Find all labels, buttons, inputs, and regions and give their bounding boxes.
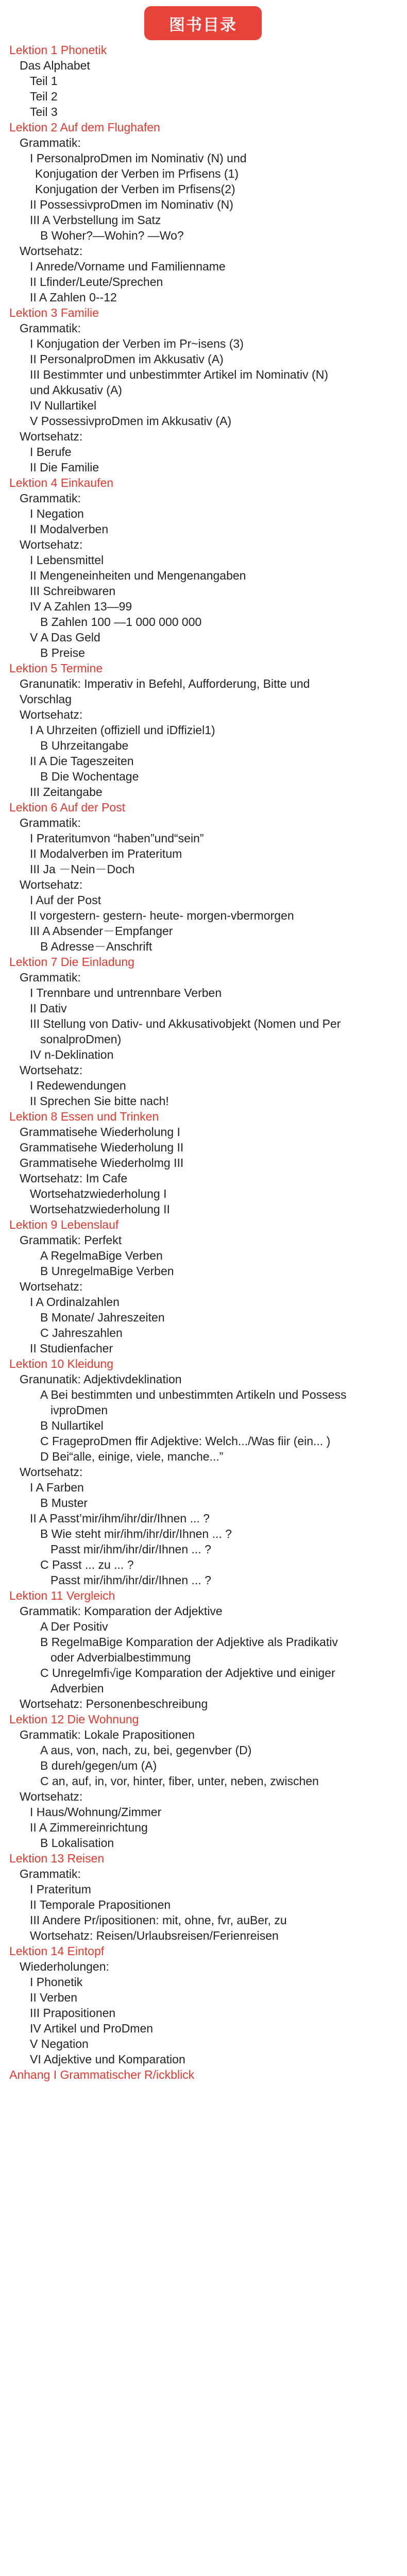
- contents-entry: B Nullartikel: [40, 1419, 104, 1432]
- contents-entry: B Monate/ Jahreszeiten: [40, 1311, 165, 1324]
- contents-entry: B Wie steht mir/ihm/ihr/dir/Ihnen ... ?: [40, 1527, 232, 1540]
- contents-entry: und Akkusativ (A): [30, 383, 122, 397]
- lesson-heading: Lektion 3 Familie: [9, 306, 99, 319]
- contents-entry: C FrageproDmen ffir Adjektive: Welch.../Was fiir (ein... ): [40, 1434, 331, 1448]
- contents-entry: III Ja －Nein－Doch: [30, 862, 135, 876]
- contents-entry: III Schreibwaren: [30, 584, 116, 598]
- contents-entry: Grammatik:: [20, 136, 81, 149]
- contents-entry: Granunatik: Imperativ in Befehl, Aufforderung, Bitte und: [20, 677, 310, 690]
- contents-entry: I PersonalproDmen im Nominativ (N) und: [30, 151, 247, 165]
- contents-entry: II Die Familie: [30, 461, 99, 474]
- contents-entry: sonalproDmen): [40, 1032, 122, 1046]
- contents-entry: II PersonalproDmen im Akkusativ (A): [30, 352, 224, 366]
- contents-entry: VI Adjektive und Komparation: [30, 2053, 185, 2066]
- contents-entry: III A Absender－Empfanger: [30, 924, 173, 938]
- contents-entry: Wortsehatz: Im Cafe: [20, 1172, 128, 1185]
- contents-entry: Konjugation der Verben im Prfisens (1): [35, 167, 239, 180]
- lesson-heading: Lektion 1 Phonetik: [9, 43, 107, 57]
- contents-entry: B Lokalisation: [40, 1836, 114, 1850]
- contents-entry: B Uhrzeitangabe: [40, 739, 129, 752]
- contents-entry: B UnregelmaBige Verben: [40, 1264, 174, 1278]
- contents-entry: I Berufe: [30, 445, 72, 459]
- contents-entry: II Studienfacher: [30, 1342, 113, 1355]
- contents-entry: II Sprechen Sie bitte nach!: [30, 1094, 169, 1108]
- lesson-heading: Anhang I Grammatischer R/ickblick: [9, 2068, 195, 2081]
- contents-entry: I Auf der Post: [30, 893, 101, 907]
- contents-entry: I Prateritum: [30, 1883, 91, 1896]
- contents-entry: Wortsehatz: Personenbeschreibung: [20, 1697, 208, 1710]
- contents-entry: Das Alphabet: [20, 59, 90, 72]
- contents-entry: C Passt ... zu ... ?: [40, 1558, 134, 1571]
- contents-entry: Wortsehatzwiederholung II: [30, 1202, 170, 1216]
- contents-entry: I Lebensmittel: [30, 553, 104, 567]
- contents-entry: Teil 2: [30, 90, 58, 103]
- contents-entry: I Prateritumvon “haben”und“sein”: [30, 832, 204, 845]
- contents-entry: ivproDmen: [50, 1403, 108, 1417]
- contents-entry: Grammatisehe Wiederholmg III: [20, 1156, 184, 1170]
- contents-entry: Teil 1: [30, 74, 58, 88]
- contents-entry: I A Uhrzeiten (offiziell und iDffiziel1): [30, 723, 215, 737]
- contents-entry: III A Verbstellung im Satz: [30, 213, 161, 227]
- contents-entry: Konjugation der Verben im Prfisens(2): [35, 182, 235, 196]
- lesson-heading: Lektion 10 Kleidung: [9, 1357, 114, 1370]
- contents-entry: Grammatik: Perfekt: [20, 1233, 122, 1247]
- contents-entry: Wiederholungen:: [20, 1960, 109, 1973]
- contents-entry: Wortsehatz:: [20, 878, 83, 891]
- contents-entry: I Haus/Wohnung/Zimmer: [30, 1805, 162, 1819]
- contents-entry: II Temporale Prapositionen: [30, 1898, 171, 1911]
- contents-entry: Passt mir/ihm/ihr/dir/Ihnen ... ?: [50, 1543, 211, 1556]
- contents-entry: II A Zahlen 0--12: [30, 291, 117, 304]
- contents-entry: A Bei bestimmten und unbestimmten Artikeln und Possess: [40, 1388, 347, 1401]
- contents-entry: Grammatisehe Wiederholung I: [20, 1125, 180, 1139]
- contents-entry: II Dativ: [30, 1002, 67, 1015]
- contents-entry: Wortsehatz:: [20, 1790, 83, 1803]
- contents-entry: II Lfinder/Leute/Sprechen: [30, 275, 163, 289]
- contents-entry: B Adresse－Anschrift: [40, 940, 152, 953]
- contents-entry: II A Passt’mir/ihm/ihr/dir/Ihnen ... ?: [30, 1512, 210, 1525]
- contents-entry: IV A Zahlen 13—99: [30, 600, 132, 613]
- contents-entry: V A Das Geld: [30, 631, 100, 644]
- contents-entry: Granunatik: Adjektivdeklination: [20, 1372, 182, 1386]
- contents-entry: Wortsehatz:: [20, 538, 83, 551]
- contents-entry: B Muster: [40, 1496, 88, 1510]
- contents-entry: B Die Wochentage: [40, 770, 139, 783]
- contents-entry: IV n-Deklination: [30, 1048, 114, 1061]
- contents-entry: A Der Positiv: [40, 1620, 108, 1633]
- contents-entry: B dureh/gegen/um (A): [40, 1759, 157, 1772]
- contents-entry: I A Farben: [30, 1481, 84, 1494]
- contents-entry: III Stellung von Dativ- und Akkusativobjekt (Nomen und Per: [30, 1017, 341, 1030]
- lesson-heading: Lektion 12 Die Wohnung: [9, 1713, 139, 1726]
- contents-entry: Wortsehatz:: [20, 1280, 83, 1293]
- contents-entry: Grammatik:: [20, 1867, 81, 1880]
- lesson-heading: Lektion 4 Einkaufen: [9, 476, 114, 489]
- contents-entry: Wortsehatz:: [20, 708, 83, 721]
- contents-entry: Passt mir/ihm/ihr/dir/Ihnen ... ?: [50, 1573, 211, 1587]
- contents-entry: II vorgestern- gestern- heute- morgen-vbermorgen: [30, 909, 294, 922]
- lesson-heading: Lektion 6 Auf der Post: [9, 801, 126, 814]
- contents-title-badge: 图书目录: [144, 6, 262, 40]
- contents-entry: B RegelmaBige Komparation der Adjektive als Pradikativ: [40, 1635, 338, 1649]
- contents-entry: Wortsehatz:: [20, 244, 83, 258]
- contents-entry: II Verben: [30, 1991, 78, 2004]
- contents-entry: Wortsehatz:: [20, 430, 83, 443]
- contents-entry: Grammatik: Lokale Prapositionen: [20, 1728, 195, 1741]
- contents-entry: B Zahlen 100 —1 000 000 000: [40, 615, 202, 629]
- contents-entry: A RegelmaBige Verben: [40, 1249, 163, 1262]
- contents-entry: C Unregelmfi√ige Komparation der Adjektive und einiger: [40, 1666, 335, 1680]
- contents-entry: I A Ordinalzahlen: [30, 1295, 120, 1309]
- contents-entry: V PossessivproDmen im Akkusativ (A): [30, 414, 232, 428]
- contents-entry: II PossessivproDmen im Nominativ (N): [30, 198, 233, 211]
- contents-entry: Wortsehatz:: [20, 1465, 83, 1479]
- contents-entry: Wortsehatz:: [20, 1063, 83, 1077]
- contents-entry: II A Zimmereinrichtung: [30, 1821, 148, 1834]
- contents-entry: Grammatik:: [20, 816, 81, 829]
- lesson-heading: Lektion 14 Eintopf: [9, 1944, 105, 1958]
- contents-entry: Wortsehatz: Reisen/Urlaubsreisen/Ferienreisen: [30, 1929, 279, 1942]
- contents-entry: I Negation: [30, 507, 84, 520]
- contents-entry: oder Adverbialbestimmung: [50, 1651, 191, 1664]
- contents-entry: A aus, von, nach, zu, bei, gegenvber (D): [40, 1743, 252, 1757]
- contents-entry: Teil 3: [30, 105, 58, 118]
- contents-entry: Vorschlag: [20, 692, 72, 706]
- contents-entry: Adverbien: [50, 1682, 104, 1695]
- contents-entry: Grammatik:: [20, 971, 81, 984]
- contents-entry: Grammatik: Komparation der Adjektive: [20, 1604, 223, 1618]
- contents-entry: V Negation: [30, 2037, 89, 2050]
- contents-entry: II Mengeneinheiten und Mengenangaben: [30, 569, 246, 582]
- lesson-heading: Lektion 11 Vergleich: [9, 1589, 115, 1602]
- contents-entry: III Zeitangabe: [30, 785, 103, 799]
- contents-entry: C an, auf, in, vor, hinter, fiber, unter, neben, zwischen: [40, 1774, 319, 1788]
- contents-entry: II Modalverben: [30, 522, 109, 536]
- contents-entry: III Prapositionen: [30, 2006, 116, 2020]
- contents-entry: Grammatisehe Wiederholung II: [20, 1141, 184, 1154]
- contents-entry: I Trennbare und untrennbare Verben: [30, 986, 222, 999]
- lesson-heading: Lektion 7 Die Einladung: [9, 955, 134, 969]
- contents-entry: I Phonetik: [30, 1975, 83, 1989]
- contents-entry: I Anrede/Vorname und Familienname: [30, 260, 226, 273]
- contents-entry: II A Die Tageszeiten: [30, 754, 134, 768]
- contents-entry: II Modalverben im Prateritum: [30, 847, 182, 860]
- contents-entry: B Woher?—Wohin? —Wo?: [40, 229, 184, 242]
- contents-entry: B Preise: [40, 646, 85, 659]
- contents-entry: I Redewendungen: [30, 1079, 126, 1092]
- contents-entry: Grammatik:: [20, 492, 81, 505]
- contents-entry: III Bestimmter und unbestimmter Artikel im Nominativ (N): [30, 368, 328, 381]
- contents-entry: IV Nullartikel: [30, 399, 97, 412]
- contents-entry: Wortsehatzwiederholung I: [30, 1187, 167, 1200]
- lesson-heading: Lektion 2 Auf dem Flughafen: [9, 121, 160, 134]
- contents-entry: IV Artikel und ProDmen: [30, 2022, 154, 2035]
- contents-entry: Grammatik:: [20, 321, 81, 335]
- lesson-heading: Lektion 13 Reisen: [9, 1852, 105, 1865]
- lesson-heading: Lektion 5 Termine: [9, 662, 103, 675]
- contents-entry: C Jahreszahlen: [40, 1326, 123, 1340]
- lesson-heading: Lektion 9 Lebenslauf: [9, 1218, 119, 1231]
- contents-entry: III Andere Pr/ipositionen: mit, ohne, fvr, auBer, zu: [30, 1913, 287, 1927]
- contents-entry: I Konjugation der Verben im Pr~isens (3): [30, 337, 244, 350]
- contents-entry: D Bei“alle, einige, viele, manche...”: [40, 1450, 224, 1463]
- lesson-heading: Lektion 8 Essen und Trinken: [9, 1110, 159, 1123]
